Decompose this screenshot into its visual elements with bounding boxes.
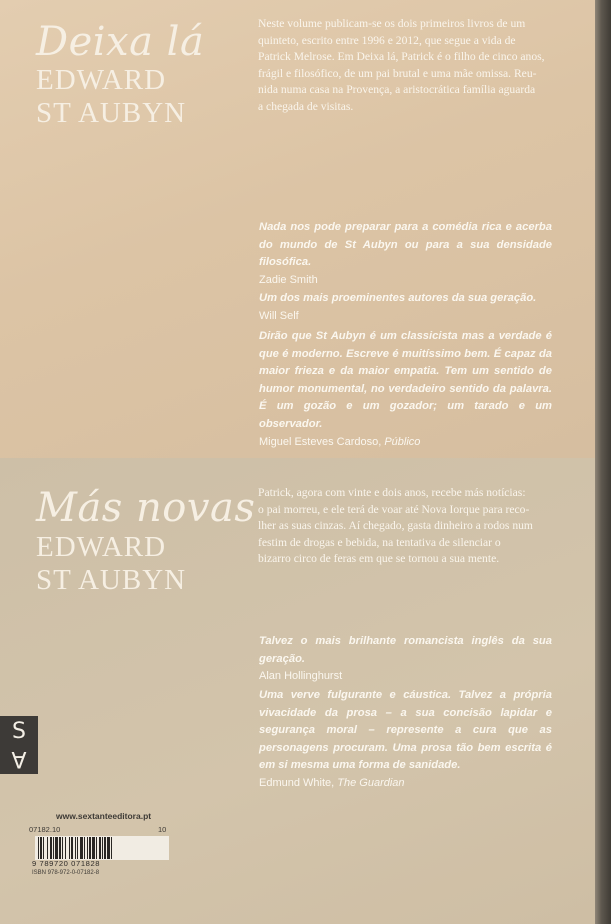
barcode-bar xyxy=(92,837,95,859)
quote-source: Alan Hollinghurst xyxy=(259,670,343,683)
barcode-block xyxy=(29,825,171,881)
synopsis-line: o pai morreu, e ele terá de voar até Nova Iorque para reco- xyxy=(258,502,530,516)
publisher-logo xyxy=(0,716,38,774)
spine-edge xyxy=(595,0,611,924)
book2-title: Más novas xyxy=(36,485,256,531)
publisher-website: www.sextanteeditora.pt xyxy=(56,811,152,821)
barcode-bar xyxy=(96,837,97,859)
quote-text: Nada nos pode preparar para a comédia rica e acerba do mundo de St Aubyn ou para a sua densidade filosófica. xyxy=(259,221,552,269)
barcode-bar xyxy=(55,837,58,859)
barcode-bar xyxy=(43,837,44,859)
quote-source xyxy=(259,775,552,791)
barcode-bar xyxy=(69,837,70,859)
book2-author-st: ST xyxy=(36,564,72,596)
book1-author-st: ST xyxy=(36,97,72,129)
quote-publication: The Guardian xyxy=(337,776,405,789)
book1-author-surname xyxy=(36,97,186,129)
barcode-bar xyxy=(89,837,91,859)
barcode-bar xyxy=(80,837,83,859)
book1-quote-2 xyxy=(259,290,552,324)
book2-quote-1 xyxy=(259,633,552,684)
book1-author-aubyn: AUBYN xyxy=(77,97,187,129)
barcode-bars xyxy=(35,836,169,860)
quote-author: Edmund White, xyxy=(259,776,335,789)
barcode-bar xyxy=(71,837,73,859)
quote-source: Will Self xyxy=(259,309,299,322)
synopsis-line: nida numa casa na Provença, a aristocrática família aguarda xyxy=(258,83,536,97)
book1-author-first: EDWARD xyxy=(36,64,167,96)
quote-source: Zadie Smith xyxy=(259,273,318,286)
book1-title: Deixa lá xyxy=(36,19,205,65)
quote-source xyxy=(259,434,552,450)
barcode-bar xyxy=(107,837,110,859)
barcode-bar xyxy=(62,837,63,859)
synopsis-line: Neste volume publicam-se os dois primeiros livros de um xyxy=(258,17,526,30)
book2-quote-2 xyxy=(259,687,552,791)
barcode-bar xyxy=(87,837,88,859)
quote-text: Uma verve fulgurante e cáustica. Talvez a própria vivacidade da prosa – a sua concisão lapidar e segurança moral – represente a cura que as personagens procuram. Uma prosa tão bem escrita é em si mesma uma forma de sanidade. xyxy=(259,689,552,772)
synopsis-line: lher as suas cinzas. Aí chegado, gasta dinheiro a rodos num xyxy=(258,519,533,533)
synopsis-line: Patrick Melrose. Em Deixa lá, Patrick é o filho de cinco anos, xyxy=(258,50,545,64)
book2-author-aubyn: AUBYN xyxy=(77,564,187,596)
barcode-bar xyxy=(38,837,39,859)
barcode-bar xyxy=(77,837,78,859)
logo-letter-a: A xyxy=(11,746,27,771)
quote-publication: Público xyxy=(384,435,421,448)
barcode-price-code: 10 xyxy=(158,825,167,834)
synopsis-line: bizarro circo de feras em que se tornou a sua mente. xyxy=(258,552,500,566)
book1-synopsis xyxy=(258,16,553,116)
quote-text: Um dos mais proeminentes autores da sua geração. xyxy=(259,292,537,304)
barcode-bar xyxy=(40,837,42,859)
isbn-number: ISBN 978-972-0-07182-8 xyxy=(32,870,100,876)
barcode-product-code: 07182.10 xyxy=(29,825,61,834)
barcode-bar xyxy=(75,837,76,859)
barcode-bar xyxy=(102,837,103,859)
logo-letter-s: S xyxy=(12,719,26,744)
barcode-bar xyxy=(59,837,61,859)
barcode-bar xyxy=(104,837,106,859)
barcode-bar xyxy=(53,837,54,859)
quote-text: Talvez o mais brilhante romancista inglês da sua geração. xyxy=(259,635,552,665)
book2-author-surname xyxy=(36,564,186,596)
barcode-bar xyxy=(99,837,101,859)
synopsis-line: Patrick, agora com vinte e dois anos, recebe más notícias: xyxy=(258,486,526,499)
barcode-bar xyxy=(65,837,66,859)
quote-author: Miguel Esteves Cardoso, xyxy=(259,435,382,448)
synopsis-line: frágil e filosófico, de um pai brutal e uma mãe omissa. Reu- xyxy=(258,66,537,80)
barcode-bar xyxy=(47,837,48,859)
barcode-bar xyxy=(84,837,85,859)
barcode-digits: 9 789720 071828 xyxy=(32,859,101,868)
book1-quote-3 xyxy=(259,328,552,450)
book2-author-first: EDWARD xyxy=(36,531,167,563)
synopsis-line: a chegada de visitas. xyxy=(258,99,354,113)
synopsis-line: festim de drogas e bebida, na tentativa de silenciar o xyxy=(258,535,501,549)
quote-text: Dirão que St Aubyn é um classicista mas a verdade é que é moderno. Escreve é muitíssimo bem. É capaz da maior frieza e da maior empatia. Tem um sentido de humor monumental, no verdadeiro sentido da palavra. É um gozão e um gozador; um tarado e um observador. xyxy=(259,330,552,430)
barcode-bar xyxy=(111,837,112,859)
barcode-bar xyxy=(50,837,52,859)
book1-quote-1 xyxy=(259,219,552,288)
synopsis-line: quinteto, escrito entre 1996 e 2012, que segue a vida de xyxy=(258,33,516,47)
book2-synopsis xyxy=(258,485,553,568)
